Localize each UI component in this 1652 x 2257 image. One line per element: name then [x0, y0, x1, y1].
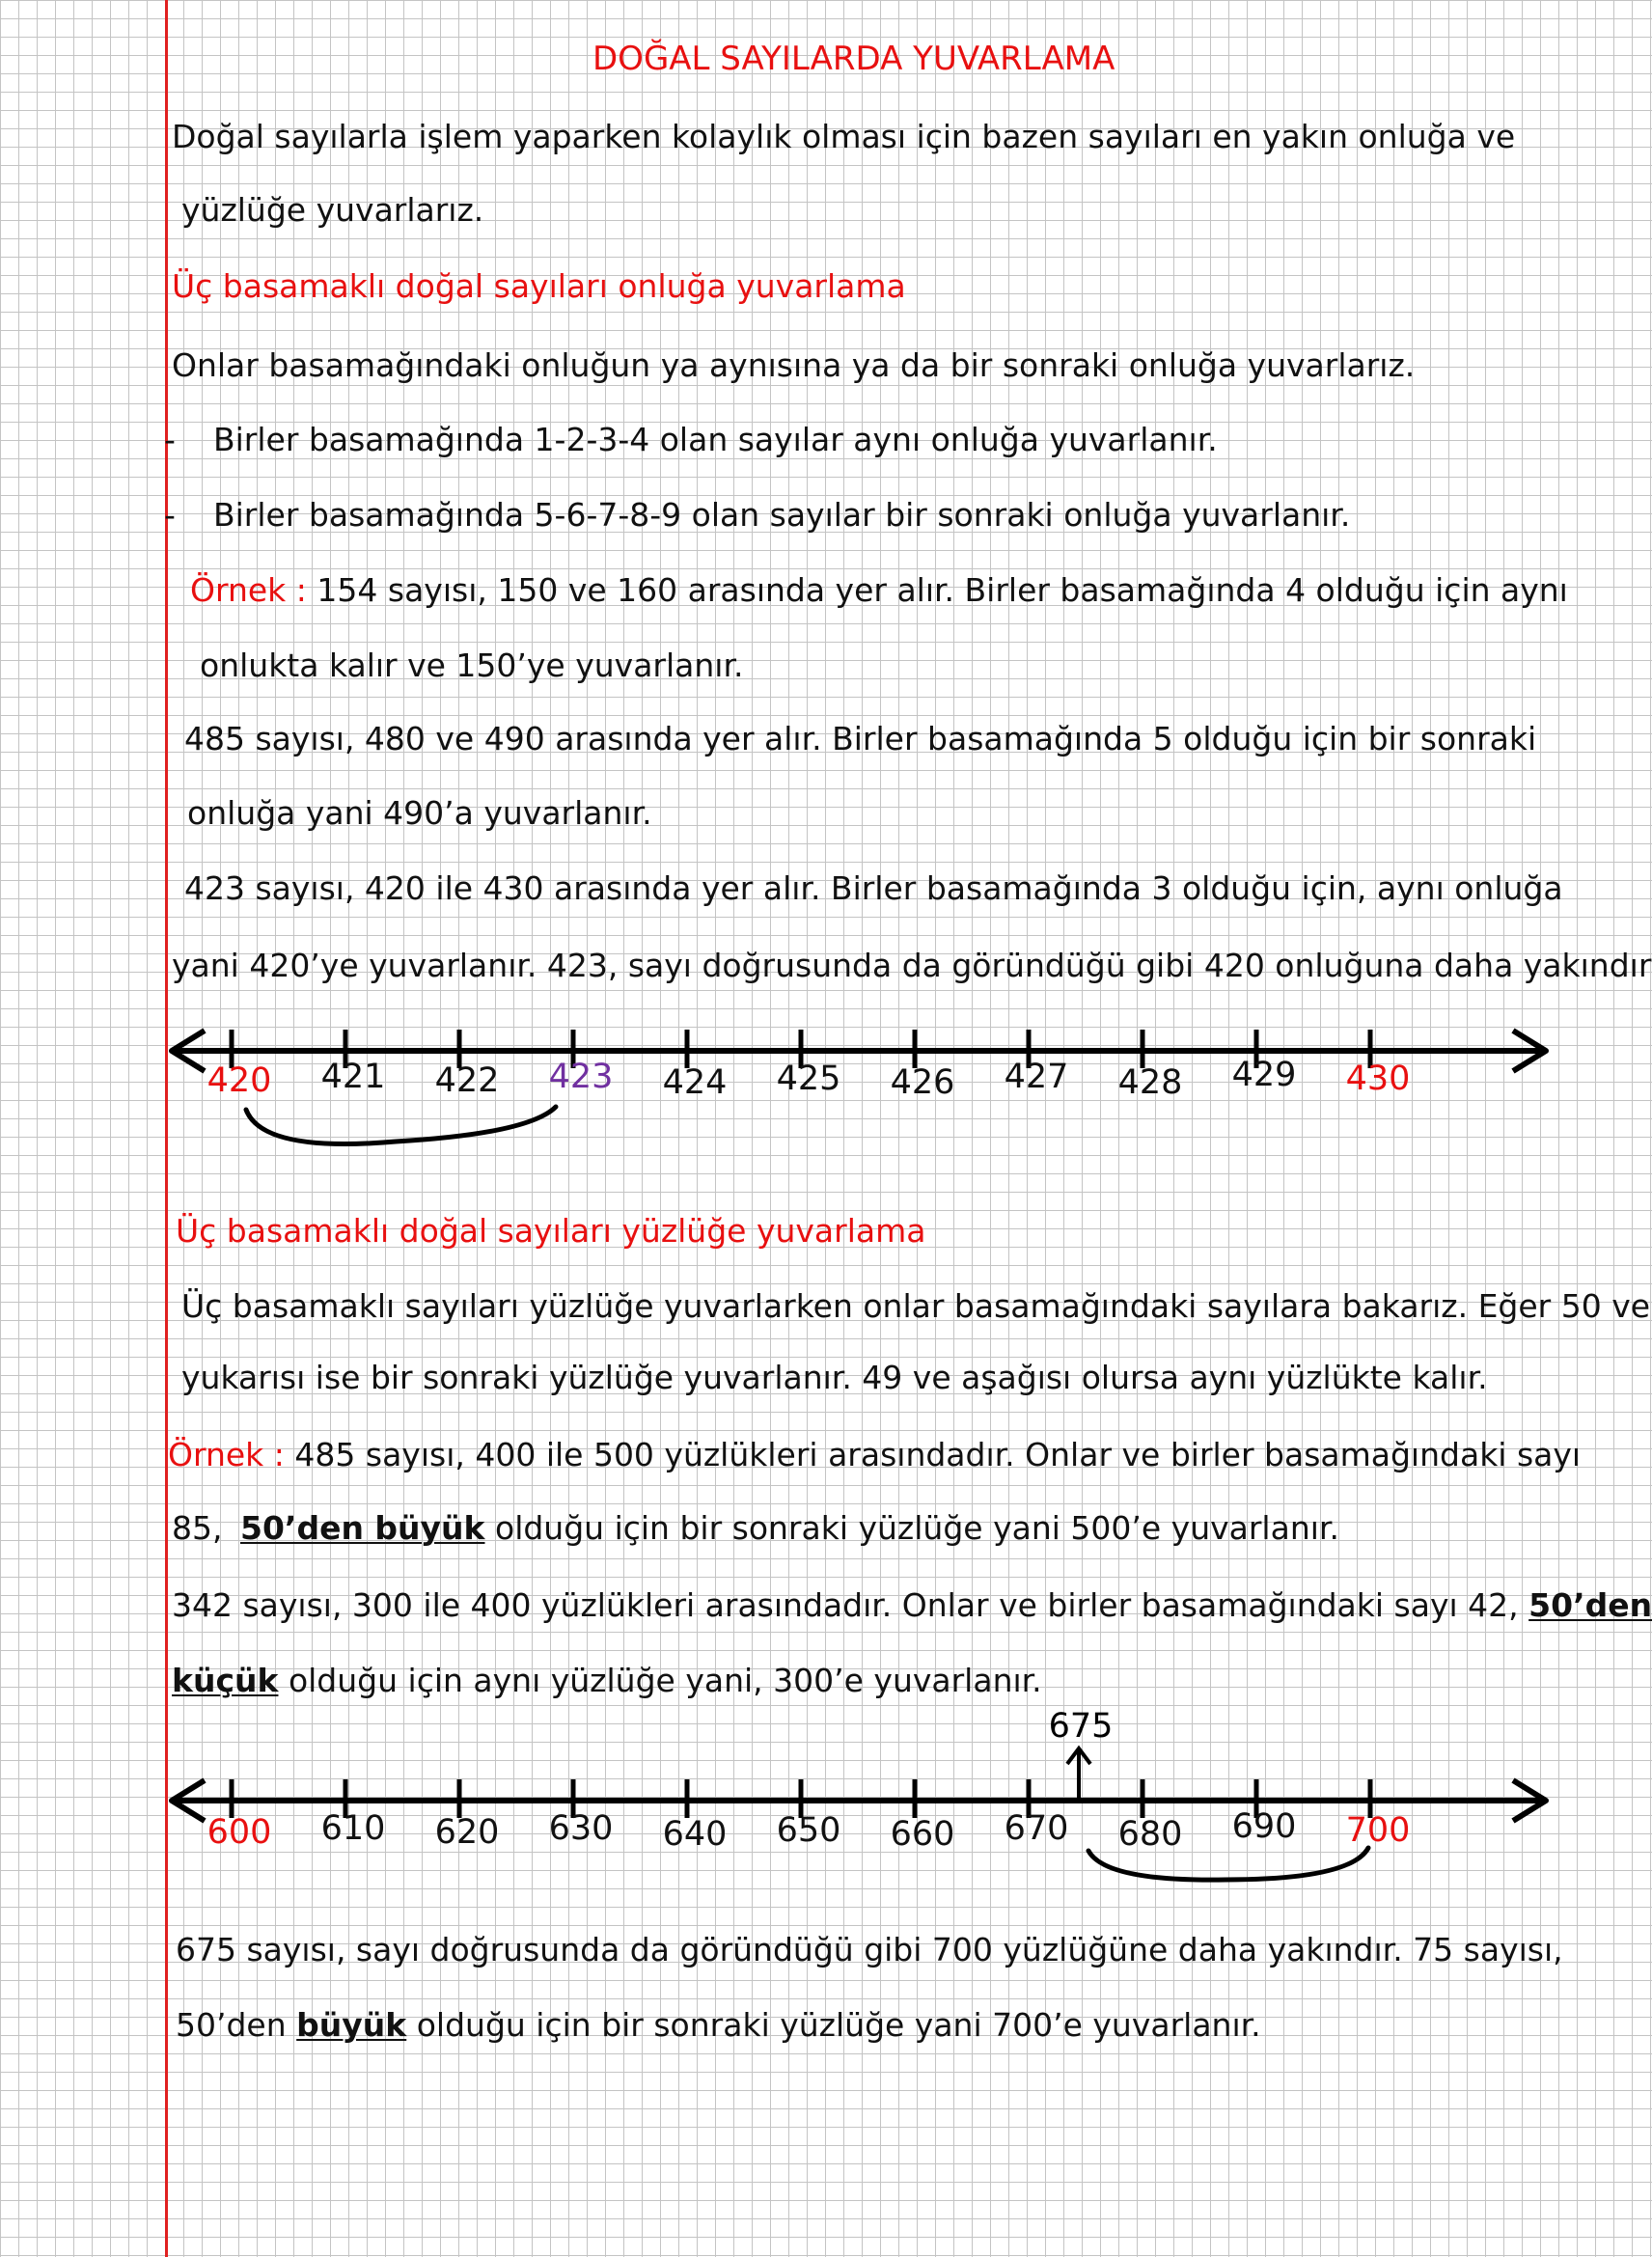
example2-line-1: 485 sayısı, 480 ve 490 arasında yer alır. Birler basamağında 5 olduğu için bir sonraki	[184, 720, 1537, 757]
number-line-hundreds-tick-label: 630	[548, 1809, 614, 1848]
number-line-hundreds-tick-label: 650	[776, 1811, 841, 1850]
conclusion-text-a: 50’den	[176, 2006, 287, 2044]
s2-example-label: Örnek :	[168, 1436, 285, 1473]
number-line-tens-tick-label: 426	[890, 1063, 955, 1102]
s2-example1-rest: olduğu için bir sonraki yüzlüğe yani 500’e yuvarlanır.	[495, 1509, 1339, 1547]
number-line-hundreds-tick-label: 700	[1345, 1811, 1411, 1850]
section2-rule-line-2: yukarısı ise bir sonraki yüzlüğe yuvarlanır. 49 ve aşağısı olursa aynı yüzlükte kalır.	[181, 1359, 1488, 1396]
example3-line-2: yani 420’ye yuvarlanır. 423, sayı doğrusunda da göründüğü gibi 420 onluğuna daha yakındır	[172, 947, 1652, 984]
example-label: Örnek :	[190, 571, 307, 609]
number-line-tens-tick-label: 428	[1117, 1063, 1183, 1102]
number-line-tens-tick-label: 430	[1345, 1060, 1411, 1098]
s2-example2-rest: olduğu için aynı yüzlüğe yani, 300’e yuvarlanır.	[288, 1662, 1042, 1699]
number-line-hundreds-tick-label: 680	[1117, 1815, 1183, 1854]
number-line-hundreds-tick-label: 610	[320, 1809, 386, 1848]
s2-example1-line-2	[172, 1508, 1339, 1549]
conclusion-text-b: olduğu için bir sonraki yüzlüğe yani 700’e yuvarlanır.	[416, 2006, 1261, 2044]
number-line-tens-tick-label: 420	[206, 1061, 272, 1100]
distance-arc-420-423	[246, 1107, 556, 1144]
bullet-2: Birler basamağında 5-6-7-8-9 olan sayılar bir sonraki onluğa yuvarlanır.	[213, 496, 1351, 534]
bullet-1-marker: -	[164, 421, 176, 458]
number-line-tens-tick-label: 422	[434, 1061, 500, 1100]
marker-675-label: 675	[1048, 1707, 1114, 1746]
intro-line-2: yüzlüğe yuvarlarız.	[181, 191, 484, 229]
s2-example2-line-2	[172, 1661, 1042, 1701]
number-line-tens-tick-label: 429	[1231, 1056, 1297, 1094]
marker-675-arrowhead	[1067, 1748, 1090, 1764]
number-line-hundreds-tick-label: 670	[1004, 1809, 1069, 1848]
section1-rule: Onlar basamağındaki onluğun ya aynısına ya da bir sonraki onluğa yuvarlarız.	[172, 346, 1416, 384]
number-line-tens-tick-label: 423	[548, 1058, 614, 1096]
number-line-hundreds-tick-label: 640	[662, 1815, 728, 1854]
number-line-tens-tick-label: 424	[662, 1063, 728, 1102]
conclusion-line-2	[176, 2005, 1261, 2046]
intro-line-1: Doğal sayılarla işlem yaparken kolaylık olması için bazen sayıları en yakın onluğa ve	[172, 118, 1516, 155]
s2-example1-value: 85,	[172, 1509, 223, 1547]
example1-line-2: onlukta kalır ve 150’ye yuvarlanır.	[200, 647, 744, 684]
bullet-2-marker: -	[164, 496, 176, 534]
number-line-hundreds-left-arrowhead	[172, 1780, 205, 1821]
bullet-1: Birler basamağında 1-2-3-4 olan sayılar aynı onluğa yuvarlanır.	[213, 421, 1218, 458]
s2-example1-text: 485 sayısı, 400 ile 500 yüzlükleri arasındadır. Onlar ve birler basamağındaki sayı	[294, 1436, 1582, 1473]
s2-example2-emphasis-a: 50’den	[1528, 1586, 1652, 1624]
distance-arc-675-700	[1088, 1848, 1368, 1880]
number-line-tens-tick-label: 425	[776, 1060, 841, 1098]
example3-line-1: 423 sayısı, 420 ile 430 arasında yer alır. Birler basamağında 3 olduğu için, aynı onluğa	[184, 869, 1563, 907]
page-title: DOĞAL SAYILARDA YUVARLAMA	[592, 40, 1115, 78]
number-line-hundreds-tick-label: 600	[206, 1813, 272, 1852]
number-line-hundreds-tick-label: 620	[434, 1813, 500, 1852]
number-line-hundreds-right-arrowhead	[1513, 1780, 1546, 1821]
s2-example1-line-1	[168, 1435, 1581, 1475]
example1-text: 154 sayısı, 150 ve 160 arasında yer alır. Birler basamağında 4 olduğu için aynı	[317, 571, 1568, 609]
section1-heading: Üç basamaklı doğal sayıları onluğa yuvarlama	[172, 267, 906, 305]
section2-rule-line-1: Üç basamaklı sayıları yüzlüğe yuvarlarken onlar basamağındaki sayılara bakarız. Eğer 50 ve	[181, 1287, 1651, 1325]
s2-example2-line-1	[172, 1585, 1652, 1626]
conclusion-emphasis: büyük	[296, 2006, 407, 2044]
example2-line-2: onluğa yani 490’a yuvarlanır.	[187, 794, 652, 832]
s2-example1-emphasis: 50’den büyük	[239, 1509, 485, 1547]
number-line-tens-tick-label: 427	[1004, 1058, 1069, 1096]
number-line-tens-tick-label: 421	[320, 1058, 386, 1096]
number-line-hundreds-tick-label: 660	[890, 1815, 955, 1854]
s2-example2-text: 342 sayısı, 300 ile 400 yüzlükleri arasındadır. Onlar ve birler basamağındaki sayı 42,	[172, 1586, 1519, 1624]
conclusion-line-1: 675 sayısı, sayı doğrusunda da göründüğü gibi 700 yüzlüğüne daha yakındır. 75 sayısı,	[176, 1931, 1563, 1968]
section2-heading: Üç basamaklı doğal sayıları yüzlüğe yuvarlama	[176, 1212, 926, 1250]
number-line-hundreds-tick-label: 690	[1231, 1807, 1297, 1846]
s2-example2-emphasis-b: küçük	[172, 1662, 279, 1699]
